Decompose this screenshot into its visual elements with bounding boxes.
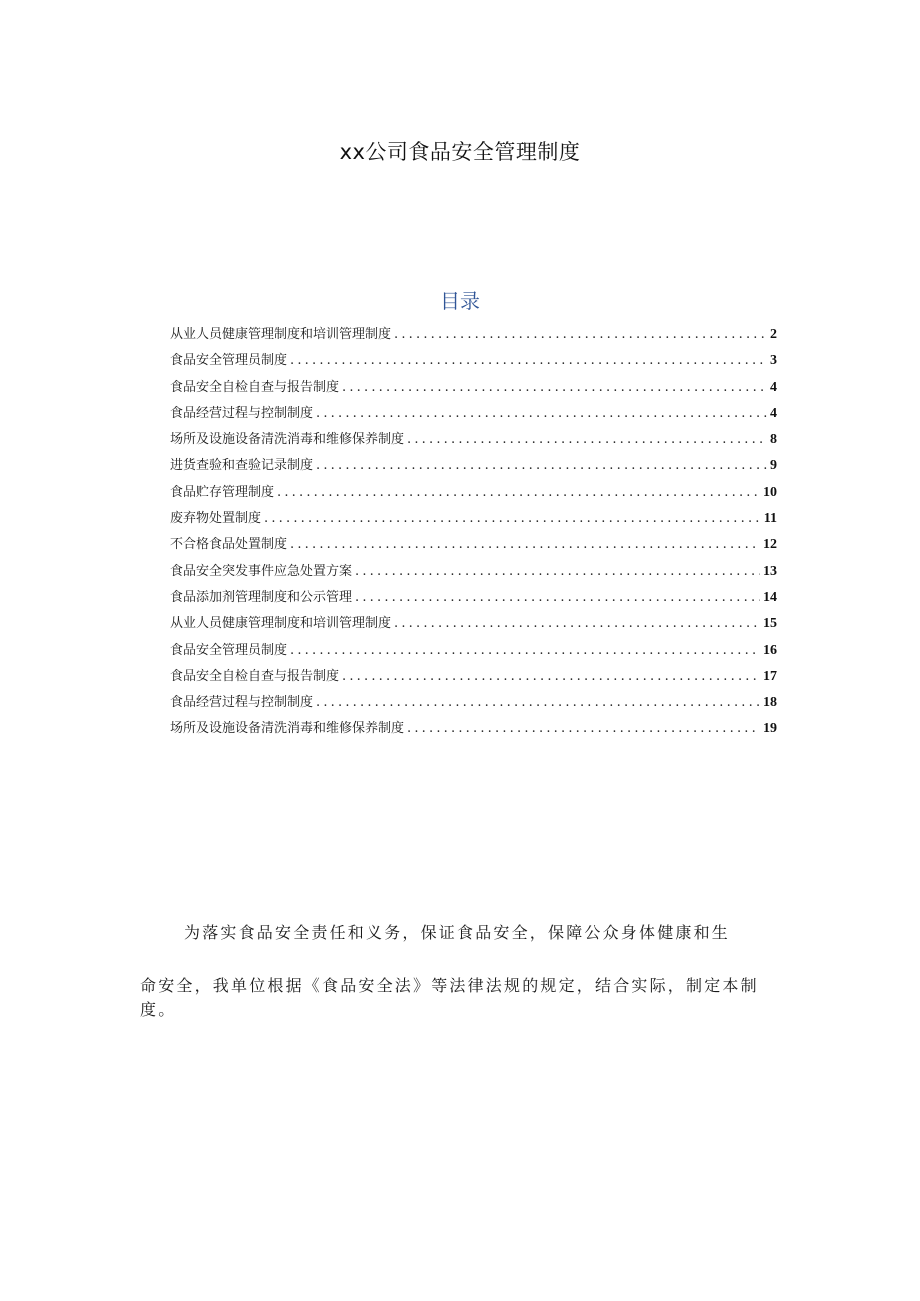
toc-dot-leader [290,348,767,374]
toc-dot-leader [342,664,760,690]
toc-entry[interactable] [170,716,777,742]
toc-dot-leader [277,480,760,506]
toc-dot-leader [290,532,760,558]
toc-heading: 目录 [440,289,480,313]
toc-entry-label: 食品安全管理员制度 [170,353,288,369]
toc-entry-page: 15 [763,616,777,632]
toc-entry-label: 场所及设施设备清洗消毒和维修保养制度 [170,432,405,448]
toc-entry-label: 食品添加剂管理制度和公示管理 [170,589,353,605]
toc-entry-page: 2 [770,327,777,342]
toc-entry-label: 场所及设施设备清洗消毒和维修保养制度 [170,721,405,737]
toc-dot-leader [316,690,760,716]
toc-entry-label: 食品安全管理员制度 [170,642,288,658]
toc-entry-page: 18 [763,695,777,711]
toc-dot-leader [290,638,760,664]
toc-entry-page: 16 [763,642,777,658]
toc-entry[interactable] [170,401,777,427]
toc-entry[interactable] [170,611,777,637]
toc-dot-leader [355,585,760,611]
toc-entry-label: 不合格食品处置制度 [170,537,288,553]
toc-entry[interactable] [170,638,777,664]
toc-entry[interactable] [170,690,777,716]
toc-entry[interactable] [170,322,777,348]
toc-dot-leader [355,559,760,585]
table-of-contents [170,322,777,743]
toc-entry[interactable] [170,480,777,506]
toc-entry[interactable] [170,559,777,585]
toc-entry-page: 19 [763,721,777,737]
toc-dot-leader [394,611,760,637]
toc-entry-label: 食品经营过程与控制制度 [170,405,314,421]
toc-entry-page: 12 [763,537,777,553]
intro-line-first: 为落实食品安全责任和义务，保证食品安全，保障公众身体健康和生 [184,923,731,942]
toc-entry-page: 3 [770,353,777,369]
toc-entry-page: 13 [763,563,777,579]
toc-entry-page: 4 [770,379,777,395]
toc-entry-label: 废弃物处置制度 [170,511,262,527]
intro-line-continued: 命安全，我单位根据《食品安全法》等法律法规的规定，结合实际，制定本制度。 [140,976,759,1019]
toc-entry-label: 食品安全突发事件应急处置方案 [170,563,353,579]
toc-entry-page: 14 [763,589,777,605]
toc-entry[interactable] [170,664,777,690]
toc-entry-label: 食品安全自检自查与报告制度 [170,668,340,684]
toc-entry-page: 17 [763,668,777,684]
toc-entry[interactable] [170,427,777,453]
toc-dot-leader [394,322,767,348]
toc-dot-leader [264,506,761,532]
toc-dot-leader [316,453,767,479]
document-title: xx公司食品安全管理制度 [339,140,581,164]
toc-dot-leader [407,427,767,453]
toc-entry-label: 从业人员健康管理制度和培训管理制度 [170,616,392,632]
toc-entry-label: 从业人员健康管理制度和培训管理制度 [170,327,392,342]
toc-entry[interactable] [170,375,777,401]
toc-entry-label: 进货查验和查验记录制度 [170,458,314,474]
toc-entry[interactable] [170,348,777,374]
toc-entry-page: 4 [770,405,777,421]
toc-entry-label: 食品贮存管理制度 [170,484,275,500]
toc-entry[interactable] [170,506,777,532]
toc-entry-page: 11 [763,511,777,527]
toc-entry-page: 9 [770,458,777,474]
toc-dot-leader [316,401,767,427]
toc-entry-page: 8 [770,432,777,448]
toc-entry[interactable] [170,532,777,558]
toc-dot-leader [407,716,760,742]
toc-entry-page: 10 [763,484,777,500]
toc-dot-leader [342,375,767,401]
toc-entry[interactable] [170,453,777,479]
toc-entry-label: 食品安全自检自查与报告制度 [170,379,340,395]
toc-entry-label: 食品经营过程与控制制度 [170,695,314,711]
toc-entry[interactable] [170,585,777,611]
